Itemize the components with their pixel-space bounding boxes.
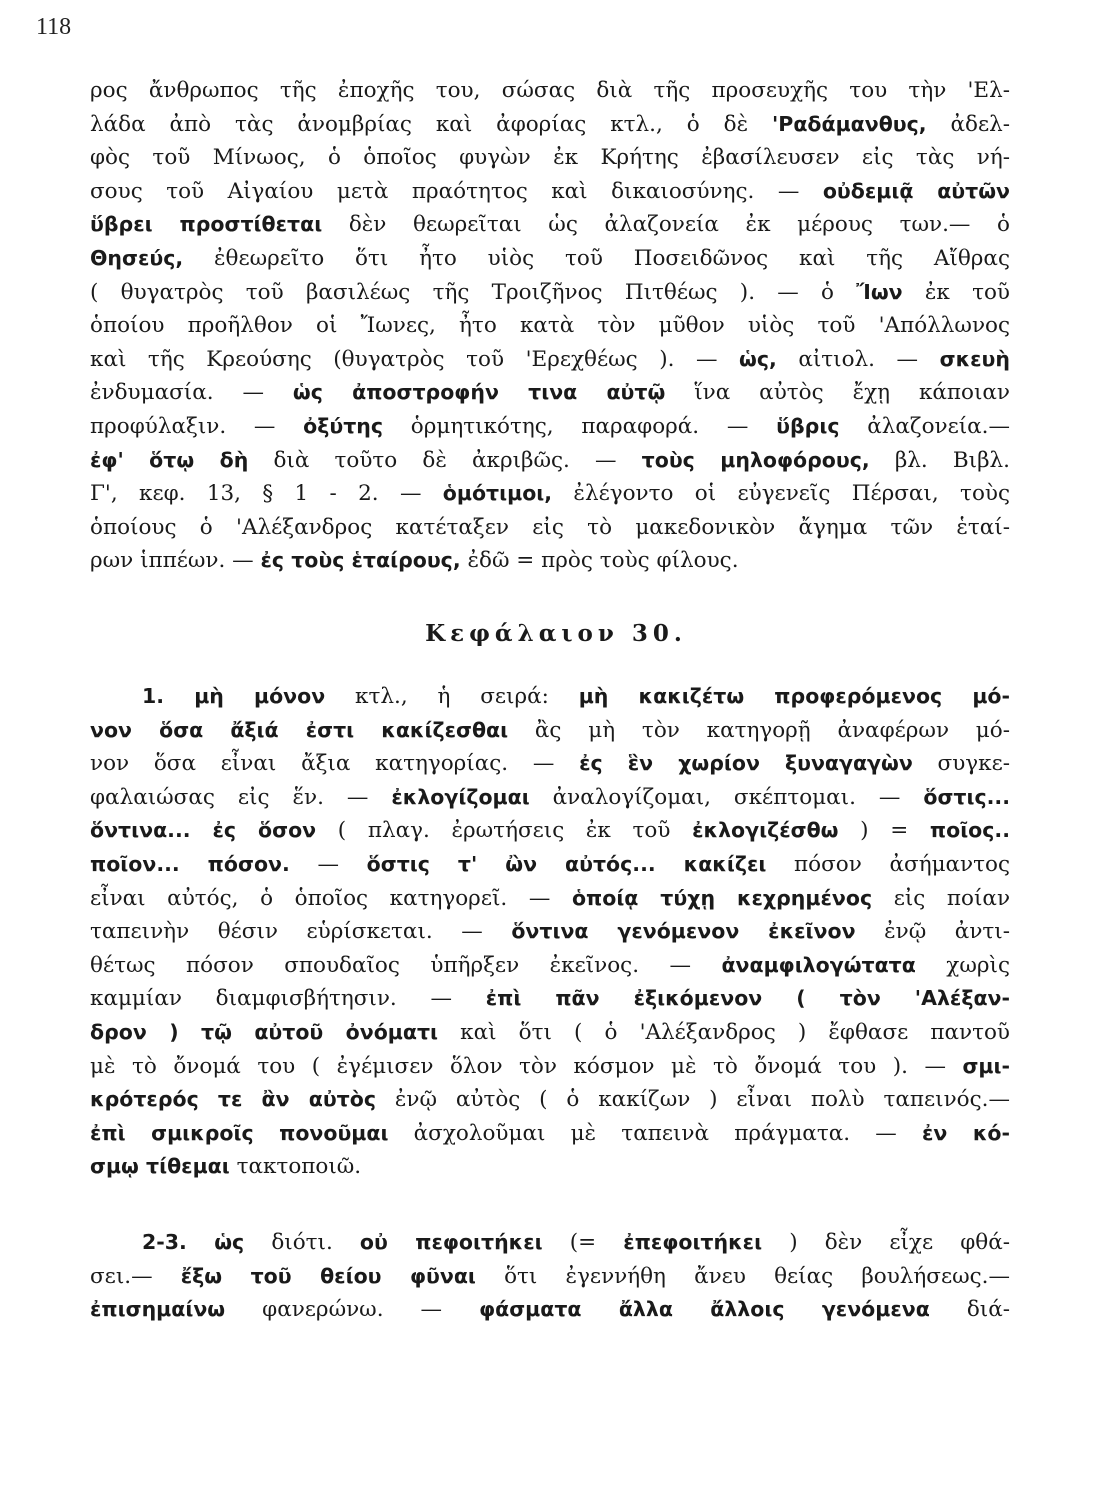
gloss-text: διότι. (244, 1230, 360, 1255)
gloss-text: ἐθεωρεῖτο ὅτι ἦτο υἱὸς τοῦ Ποσειδῶνος καὶ τῆς Αἴθρας (183, 245, 1010, 271)
gloss-text: συγκε- (912, 751, 1010, 777)
lemma-term: ὅντινα γενόμενον ἐκεῖνον (511, 919, 856, 944)
gloss-text: διά- (929, 1297, 1010, 1323)
gloss-text: ἀσχολοῦμαι μὲ ταπεινὰ πράγματα. — (388, 1120, 922, 1146)
gloss-text: φαλαιώσας εἰς ἕν. — (90, 784, 392, 810)
text-line (90, 1117, 1010, 1151)
lemma-term: ἐς τοὺς ἑταίρους, (260, 548, 461, 573)
gloss-text: ὁποίου προῆλθον οἱ Ἴωνες, ἦτο κατὰ τὸν μῦθον υἱὸς τοῦ 'Απόλλωνος (90, 313, 1010, 339)
commentary-section-1 (90, 74, 1010, 578)
lemma-term: σμῳ τίθεμαι (90, 1154, 230, 1179)
text-line (90, 982, 1010, 1016)
lemma-term: οὐδεμιᾷ αὐτῶν (822, 178, 1010, 203)
gloss-text: τακτοποιῶ. (229, 1154, 362, 1180)
gloss-text: ὁποίους ὁ 'Αλέξανδρος κατέταξεν εἰς τὸ μακεδονικὸν ἄγημα τῶν ἑταί- (90, 514, 1010, 540)
lemma-term: ποῖος.. (929, 818, 1010, 843)
lemma-term: ἐπεφοιτήκει (623, 1230, 763, 1254)
text-line (90, 1083, 1010, 1117)
lemma-term: ὅστις... (923, 784, 1010, 809)
text-line (90, 714, 1010, 748)
text-line (90, 781, 1010, 815)
gloss-text: ἀλαζονεία.— (839, 413, 1010, 439)
lemma-term: ἐν κό- (921, 1120, 1010, 1145)
lemma-term: ὕβρει προστίθεται (90, 212, 323, 237)
gloss-text: χωρὶς (915, 952, 1010, 978)
lemma-term: κρότερός τε ἂν αὐτὸς (90, 1087, 376, 1112)
lemma-term: ἐπισημαίνω (90, 1297, 226, 1322)
text-line (90, 1293, 1010, 1327)
lemma-term: ἔξω τοῦ θείου φῦναι (180, 1263, 476, 1288)
gloss-text: διὰ τοῦτο δὲ ἀκριβῶς. — (248, 447, 642, 473)
gloss-text: ρων ἱππέων. — (90, 548, 261, 574)
gloss-text: κτλ., ἡ σειρά: (325, 684, 579, 709)
gloss-text: σει.— (90, 1263, 181, 1289)
lemma-term: ὅντινα... ἐς ὅσον (90, 818, 317, 843)
gloss-text: (= (542, 1230, 624, 1255)
text-line (90, 1226, 1010, 1260)
lemma-term: σκευὴ (939, 346, 1010, 371)
text-line (90, 949, 1010, 983)
gloss-text: καμμίαν διαμφισβήτησιν. — (90, 986, 486, 1012)
text-line (90, 242, 1010, 276)
text-line (90, 544, 1010, 578)
lemma-term: ὀξύτης (303, 413, 384, 438)
gloss-text: ( πλαγ. ἐρωτήσεις ἐκ τοῦ (316, 818, 693, 844)
gloss-text: ἂς μὴ τὸν κατηγορῇ ἀναφέρων μό- (508, 717, 1010, 743)
gloss-text: ἐκ τοῦ (902, 279, 1010, 305)
lemma-term: ἐπὶ πᾶν ἐξικόμενον ( τὸν 'Αλέξαν- (485, 986, 1010, 1011)
lemma-term: ποῖον... πόσον. (90, 851, 290, 876)
lemma-term: ἐς ἓν χωρίον ξυναγαγὼν (579, 751, 913, 776)
lemma-term: φάσματα ἄλλα ἄλλοις γενόμενα (479, 1297, 930, 1322)
lemma-term: ἐκλογίζομαι (391, 784, 530, 809)
text-line (90, 747, 1010, 781)
gloss-text: πόσον ἀσήμαντος (766, 851, 1010, 877)
text-line (90, 74, 1010, 108)
commentary-section-3 (90, 1226, 1010, 1327)
lemma-term: ὡς, (739, 346, 777, 371)
gloss-text: δὲν θεωρεῖται ὡς ἀλαζονεία ἐκ μέρους των.— ὁ (322, 212, 1010, 238)
text-line (90, 1016, 1010, 1050)
text-line (90, 848, 1010, 882)
lemma-term: 2-3. ὡς (142, 1230, 245, 1254)
text-line (90, 376, 1010, 410)
text-line (90, 680, 1010, 714)
text-line (90, 1260, 1010, 1294)
gloss-text: φανερώνω. — (225, 1297, 480, 1323)
text-line (90, 814, 1010, 848)
gloss-text: ὅτι ἐγεννήθη ἄνευ θείας βουλήσεως.— (475, 1263, 1010, 1289)
chapter-heading: Κεφάλαιον 30. (425, 620, 687, 647)
gloss-text: σους τοῦ Αἰγαίου μετὰ πραότητος καὶ δικαιοσύνης. — (90, 178, 823, 204)
text-line (90, 915, 1010, 949)
text-line (90, 1050, 1010, 1084)
lemma-term: ὁποίᾳ τύχῃ κεχρημένος (571, 885, 873, 910)
lemma-term: Θησεύς, (90, 245, 184, 270)
lemma-term: ὁμότιμοι, (442, 481, 553, 506)
gloss-text: Γ', κεφ. 13, § 1 - 2. — (90, 481, 443, 507)
lemma-term: ὡς ἀποστροφήν τινα αὐτῷ (292, 380, 666, 405)
gloss-text: εἰς ποίαν (872, 885, 1010, 911)
gloss-text: μὲ τὸ ὄνομά του ( ἐγέμισεν ὅλον τὸν κόσμον μὲ τὸ ὄνομά του ). — (90, 1053, 963, 1079)
gloss-text: ἐδῶ = πρὸς τοὺς φίλους. (460, 548, 739, 574)
text-line (90, 175, 1010, 209)
gloss-text: ταπεινὴν θέσιν εὑρίσκεται. — (90, 919, 512, 945)
gloss-text: βλ. Βιβλ. (869, 447, 1010, 473)
lemma-term: ὅστις τ' ὢν αὐτός... κακίζει (366, 851, 767, 876)
text-line (90, 208, 1010, 242)
text-line (90, 141, 1010, 175)
text-line (90, 343, 1010, 377)
lemma-term: νον ὅσα ἄξιά ἐστι κακίζεσθαι (90, 717, 509, 742)
lemma-term: ἐφ' ὅτῳ δὴ (90, 447, 249, 472)
text-line (90, 1150, 1010, 1184)
lemma-term: μὴ κακιζέτω προφερόμενος μό- (578, 684, 1010, 708)
lemma-term: δρον ) τῷ αὐτοῦ ὀνόματι (90, 1019, 439, 1044)
gloss-text: ( θυγατρὸς τοῦ βασιλέως τῆς Τροιζῆνος Πιτθέως ). — ὁ (90, 279, 857, 305)
gloss-text: ρος ἄνθρωπος τῆς ἐποχῆς του, σώσας διὰ τῆς προσευχῆς του τὴν 'Ελ- (90, 78, 1010, 103)
lemma-term: ἀναμφιλογώτατα (721, 952, 916, 977)
gloss-text: ἐνῷ αὐτὸς ( ὁ κακίζων ) εἶναι πολὺ ταπεινός.— (376, 1087, 1010, 1113)
lemma-term: οὐ πεφοιτήκει (359, 1230, 543, 1254)
lemma-term: 'Ραδάμανθυς, (772, 111, 927, 136)
lemma-term: σμι- (962, 1053, 1010, 1078)
gloss-text: ) δὲν εἶχε φθά- (762, 1230, 1010, 1255)
text-line (90, 511, 1010, 545)
lemma-term: 1. μὴ μόνον (142, 684, 326, 708)
lemma-term: ἐκλογιζέσθω (692, 818, 839, 843)
gloss-text: ἀναλογίζομαι, σκέπτομαι. — (529, 784, 924, 810)
gloss-text: ἀδελ- (926, 111, 1010, 137)
gloss-text: αἰτιολ. — (776, 346, 940, 372)
gloss-text: ἵνα αὐτὸς ἔχῃ κάποιαν (665, 380, 1010, 406)
text-line (90, 444, 1010, 478)
text-line (90, 276, 1010, 310)
text-line (90, 477, 1010, 511)
gloss-text: νον ὅσα εἶναι ἄξια κατηγορίας. — (90, 751, 580, 777)
gloss-text: ἐλέγοντο οἱ εὐγενεῖς Πέρσαι, τοὺς (552, 481, 1010, 507)
gloss-text: φὸς τοῦ Μίνωος, ὁ ὁποῖος φυγὼν ἐκ Κρήτης ἐβασίλευσεν εἰς τὰς νή- (90, 145, 1010, 171)
gloss-text: ἐνῷ ἀντι- (855, 919, 1010, 945)
text-line (90, 309, 1010, 343)
text-line (90, 108, 1010, 142)
gloss-text: ὁρμητικότης, παραφορά. — (383, 413, 777, 439)
gloss-text: ) = (838, 818, 930, 844)
lemma-term: τοὺς μηλοφόρους, (641, 447, 870, 472)
lemma-term: Ἴων (856, 279, 903, 304)
commentary-section-2 (90, 680, 1010, 1184)
page-number: 118 (36, 14, 72, 40)
gloss-text: καὶ τῆς Κρεούσης (θυγατρὸς τοῦ 'Ερεχθέως ). — (90, 346, 740, 372)
gloss-text: λάδα ἀπὸ τὰς ἀνομβρίας καὶ ἀφορίας κτλ., ὁ δὲ (90, 111, 773, 137)
gloss-text: ἐνδυμασία. — (90, 380, 293, 406)
lemma-term: ὕβρις (776, 413, 840, 438)
text-line (90, 410, 1010, 444)
gloss-text: προφύλαξιν. — (90, 413, 304, 439)
gloss-text: καὶ ὅτι ( ὁ 'Αλέξανδρος ) ἔφθασε παντοῦ (438, 1019, 1010, 1045)
lemma-term: ἐπὶ σμικροῖς πονοῦμαι (90, 1120, 389, 1145)
gloss-text: εἶναι αὐτός, ὁ ὁποῖος κατηγορεῖ. — (90, 885, 572, 911)
gloss-text: θέτως πόσον σπουδαῖος ὑπῆρξεν ἐκεῖνος. — (90, 952, 722, 978)
text-line (90, 882, 1010, 916)
gloss-text: — (289, 851, 367, 877)
